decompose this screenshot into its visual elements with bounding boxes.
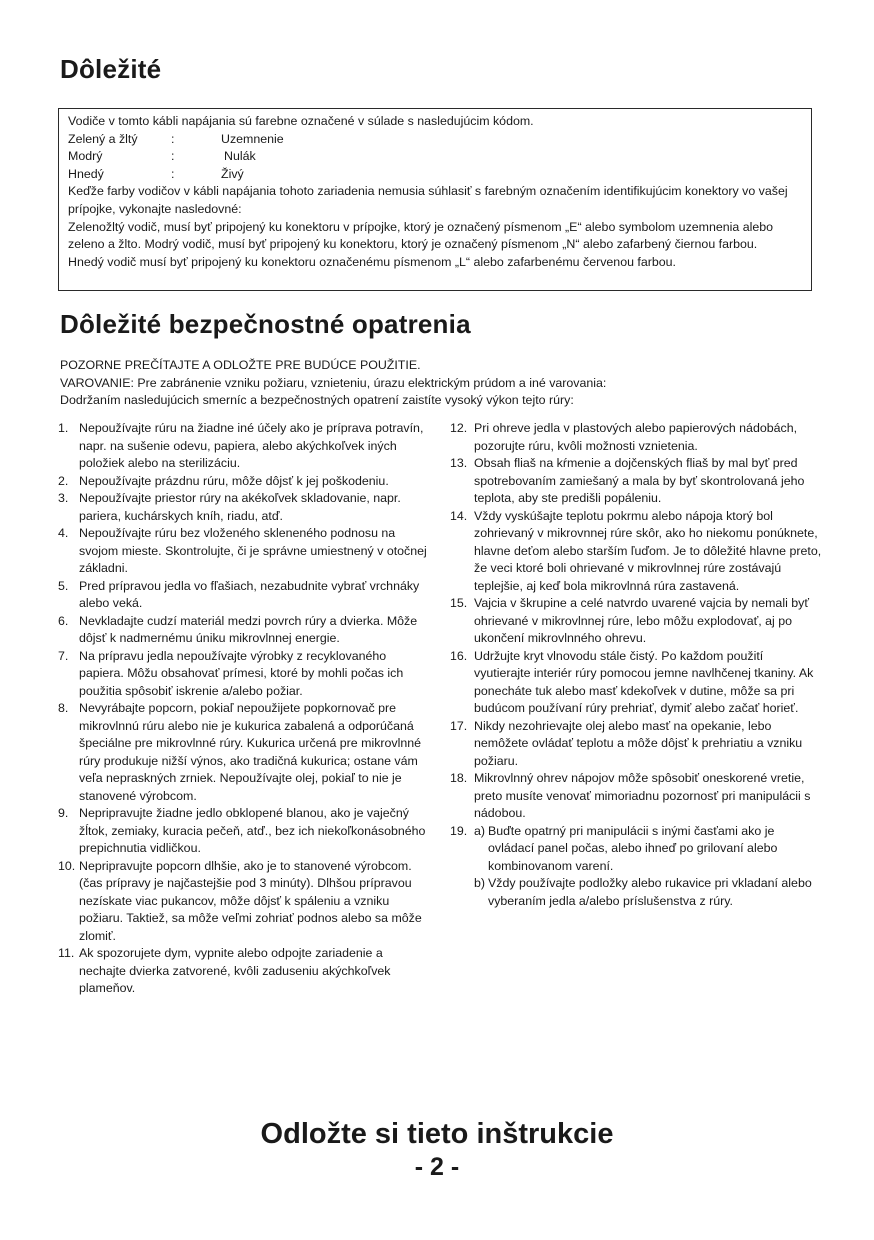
list-item [58, 858, 430, 946]
item-number: 13. [450, 456, 468, 470]
item-text: Nikdy nezohrievajte olej alebo masť na opekanie, lebo nemôžete ovládať teplotu a môže dôjsť k prehriatiu a vzniku požiaru. [474, 718, 803, 768]
item-number: 8. [58, 701, 69, 715]
item-text: Nevyrábajte popcorn, pokiaľ nepoužijete popkornovač pre mikrovlnnú rúru alebo nie je kukurica zabalená a odporúčaná špeciálne pre mikrovlnné rúry. Kukurica určená pre mikrovlnné rúry produkuje nižší výnos, ako tradičná kukurica; ostane vám veľa nepraskných zrniek. Nepoužívajte olej, pokiaľ to nie je stanovené výrobcom. [79, 701, 422, 803]
list-item [58, 525, 430, 578]
item-number: 11. [58, 946, 75, 960]
list-item [450, 508, 822, 596]
item-text: Pri ohreve jedla v plastových alebo papierových nádobách, pozorujte rúru, kvôli možnosti vznietenia. [474, 421, 798, 453]
color-name: Modrý [68, 149, 103, 164]
item-text: Na prípravu jedla nepoužívajte výrobky z recyklovaného papiera. Môžu obsahovať prímesi, ktoré by mohli počas ich použitia spôsobiť iskrenie a/alebo požiar. [79, 648, 404, 698]
wiring-paragraph: Hnedý vodič musí byť pripojený ku konektoru označenému písmenom „L“ alebo zafarbenému červenou farbou. [68, 254, 676, 269]
color-name: Hnedý [68, 166, 104, 181]
list-item [58, 490, 430, 525]
list-item [58, 648, 430, 701]
wiring-info-box [58, 108, 812, 291]
list-item [450, 595, 822, 648]
item-number: 2. [58, 473, 69, 488]
item-text: Nepoužívajte priestor rúry na akékoľvek skladovanie, napr. pariera, kuchárskych kníh, riadu, atď. [79, 491, 401, 523]
list-item [58, 420, 430, 473]
subitem-a [474, 823, 822, 876]
wiring-paragraph: Zelenožltý vodič, musí byť pripojený ku konektoru v prípojke, ktorý je označený písmenom „E“ alebo symbolom uzemnenia alebo zeleno a žlto. Modrý vodič, musí byť pripojený ku konektoru, ktorý je označený písmenom „N“ alebo zafarbený čiernou farbou. [68, 219, 774, 252]
item-text: Nepripravujte popcorn dlhšie, ako je to stanovené výrobcom. (čas prípravy je najčastejšie pod 3 minúty). Dlhšou prípravou nezískate viac pukancov, môže dôjsť k spáleniu a vzniku požiaru. Taktiež, sa môže veľmi zohriať podnos alebo sa môže zlomiť. [79, 858, 422, 943]
item-text: Mikrovlnný ohrev nápojov môže spôsobiť oneskorené vretie, preto musíte venovať mimoriadnu pozornosť pri manipulácii s nádobou. [474, 771, 811, 820]
color-code-row [68, 131, 802, 149]
safety-intro-line: POZORNE PREČÍTAJTE A ODLOŽTE PRE BUDÚCE POUŽITIE. [60, 358, 421, 372]
item-number: 15. [450, 596, 468, 610]
color-code-row [68, 166, 802, 184]
safety-intro [60, 357, 606, 410]
item-number: 17. [450, 718, 468, 733]
footer-title: Odložte si tieto inštrukcie [260, 1118, 614, 1150]
list-item [450, 770, 822, 823]
page-number: - 2 - [414, 1153, 460, 1181]
item-number: 18. [450, 771, 468, 785]
item-text: Udržujte kryt vlnovodu stále čistý. Po každom použití vyutierajte interiér rúry pomocou jemne navlhčenej tkaniny. Ak ponecháte tuk alebo masť kdekoľvek v dutine, môže sa pri budúcom používaní rúry prehriať, dymiť alebo začať horieť. [474, 648, 814, 715]
safety-list-left [58, 420, 430, 998]
item-number: 7. [58, 648, 69, 663]
list-item [58, 805, 430, 858]
item-text: Vždy vyskúšajte teplotu pokrmu alebo nápoja ktorý bol zohrievaný v mikrovnnej rúre skôr, ako ho niekomu ponúknete, hlavne deťom alebo starším ľuďom. Je to dôležité hlavne preto, že veci ktoré boli ohrievané v mikrovlnnej rúre zostávajú teplejšie, aj keď bola mikrovlnná rúra zastavená. [474, 508, 822, 593]
item-number: 14. [450, 508, 468, 523]
list-item [58, 578, 430, 613]
list-item [450, 718, 822, 771]
item-text: Obsah fliaš na kŕmenie a dojčenských fliaš by mal byť pred spotrebovaním zamiešaný a mala by byť skontrolovaná jeho teplota, aby ste predišli popáleniu. [474, 456, 805, 505]
color-code-row [68, 148, 802, 166]
subitem-text: Buďte opatrný pri manipulácii s inými časťami ako je ovládací panel počas, alebo ihneď po grilovaní alebo kombinovanom varení. [488, 823, 778, 873]
safety-intro-line: VAROVANIE: Pre zabránenie vzniku požiaru, vznieteniu, úrazu elektrickým prúdom a iné varovania: [60, 375, 607, 390]
color-meaning: Uzemnenie [221, 131, 284, 146]
item-text: Pred prípravou jedla vo fľašiach, nezabudnite vybrať vrchnáky alebo veká. [79, 578, 420, 610]
item-number: 19. [450, 823, 468, 838]
item-number: 3. [58, 491, 69, 505]
safety-heading: Dôležité bezpečnostné opatrenia [60, 309, 471, 339]
item-number: 16. [450, 648, 468, 663]
item-text: Nevkladajte cudzí materiál medzi povrch rúry a dvierka. Môže dôjsť k nadmernému úniku mikrovlnnej energie. [79, 613, 418, 645]
list-item [58, 613, 430, 648]
item-text: Nepoužívajte prázdnu rúru, môže dôjsť k jej poškodeniu. [79, 473, 389, 488]
item-number: 5. [58, 578, 69, 593]
separator: : [171, 149, 175, 164]
subitem-text: Vždy používajte podložky alebo rukavice pri vkladaní alebo vyberaním jedla a/alebo príslušenstva z rúry. [488, 876, 812, 908]
important-heading: Dôležité [60, 54, 162, 84]
list-item [450, 455, 822, 508]
item-number: 10. [58, 858, 76, 873]
item-text: Nepripravujte žiadne jedlo obklopené blanou, ako je vaječný žĺtok, zemiaky, kuracia pečeň, atď., bez ich niekoľkonásobného prepichnutia vidličkou. [79, 806, 426, 855]
safety-list-right [450, 420, 822, 910]
color-meaning: Živý [221, 166, 244, 181]
item-number: 12. [450, 421, 468, 435]
item-number: 1. [58, 421, 69, 435]
color-meaning: Nulák [224, 149, 256, 164]
list-item [450, 420, 822, 455]
wiring-intro: Vodiče v tomto kábli napájania sú farebne označené v súlade s nasledujúcim kódom. [68, 114, 534, 128]
item-text: Ak spozorujete dym, vypnite alebo odpojte zariadenie a nechajte dvierka zatvorené, kvôli zaduseniu akýchkoľvek plameňov. [79, 946, 391, 995]
subitem-b [474, 875, 822, 910]
list-item [58, 700, 430, 805]
list-item [450, 823, 822, 876]
wiring-paragraph: Keďže farby vodičov v kábli napájania tohoto zariadenia nemusia súhlasiť s farebným označením identifikujúcim konektory vo vašej prípojke, vykonajte nasledovné: [68, 184, 788, 216]
item-number: 6. [58, 613, 69, 628]
separator: : [171, 131, 175, 146]
subitem-label: a) [474, 823, 486, 838]
item-number: 4. [58, 526, 69, 540]
separator: : [171, 166, 175, 181]
safety-intro-line: Dodržaním nasledujúcich smerníc a bezpečnostných opatrení zaistíte vysoký výkon tejto rúry: [60, 393, 574, 408]
list-item [58, 945, 430, 998]
item-text: Vajcia v škrupine a celé natvrdo uvarené vajcia by nemali byť ohrievané v mikrovlnnej rúre, lebo môžu explodovať, aj po ukončení mikrovlnného ohrevu. [474, 596, 810, 645]
list-item [450, 648, 822, 718]
item-number: 9. [58, 806, 69, 820]
item-text: Nepoužívajte rúru bez vloženého skleneného podnosu na svojom mieste. Skontrolujte, či je správne umiestnený v otočnej základni. [79, 526, 427, 575]
subitem-label: b) [474, 876, 486, 890]
color-name: Zelený a žltý [68, 131, 138, 146]
list-item [58, 473, 430, 491]
item-text: Nepoužívajte rúru na žiadne iné účely ako je príprava potravín, napr. na sušenie odevu, papiera, alebo akýchkoľvek iných položiek alebo na sterilizáciu. [79, 421, 424, 470]
